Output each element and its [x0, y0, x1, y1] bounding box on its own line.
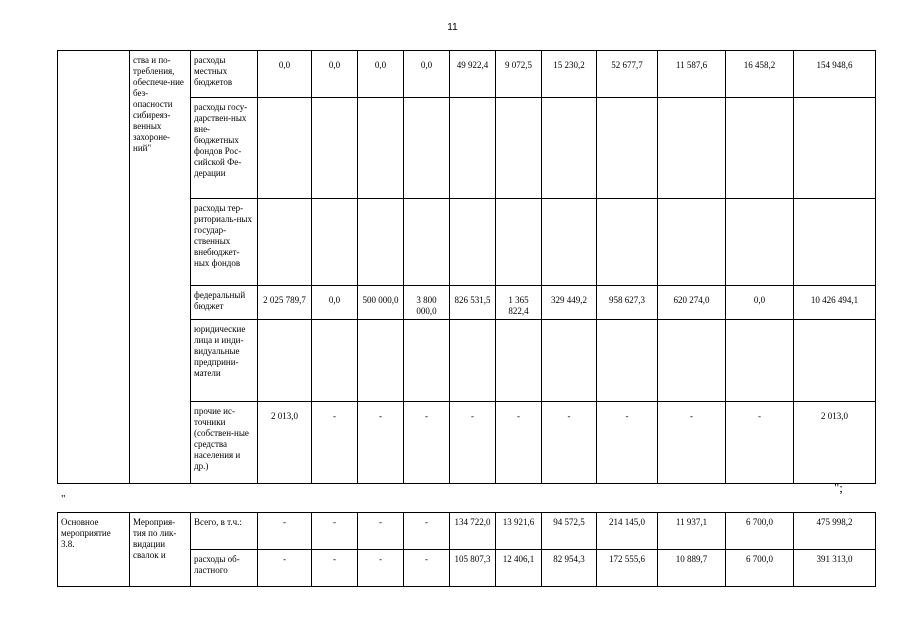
value-cell: 52 677,7 [597, 51, 658, 98]
value-cell [542, 98, 597, 199]
value-cell: - [358, 513, 404, 550]
value-cell [450, 98, 496, 199]
value-cell: 10 889,7 [658, 550, 726, 587]
value-cell: 0,0 [312, 51, 358, 98]
closing-quote: "; [834, 480, 843, 495]
value-cell: 0,0 [404, 51, 450, 98]
value-cell: 2 013,0 [794, 402, 876, 484]
value-cell [496, 320, 542, 402]
funding-source-cell: федеральный бюджет [191, 286, 258, 320]
value-cell: - [258, 550, 312, 587]
measure-cell: Основное мероприятие 3.8. [58, 513, 130, 587]
value-cell [658, 98, 726, 199]
value-cell [404, 98, 450, 199]
value-cell: - [658, 402, 726, 484]
measure-cell [58, 51, 130, 484]
value-cell [258, 98, 312, 199]
value-cell [358, 199, 404, 286]
value-cell: 391 313,0 [794, 550, 876, 587]
value-cell [358, 320, 404, 402]
value-cell [726, 199, 794, 286]
value-cell [404, 320, 450, 402]
value-cell [597, 320, 658, 402]
value-cell: 958 627,3 [597, 286, 658, 320]
value-cell: - [312, 550, 358, 587]
value-cell: 16 458,2 [726, 51, 794, 98]
funding-source-cell: расходы об-ластного [191, 550, 258, 587]
value-cell [794, 199, 876, 286]
value-cell: 82 954,3 [542, 550, 597, 587]
value-cell: 0,0 [358, 51, 404, 98]
value-cell [404, 199, 450, 286]
value-cell: 1 365 822,4 [496, 286, 542, 320]
funding-source-cell: Всего, в т.ч.: [191, 513, 258, 550]
value-cell [542, 199, 597, 286]
value-cell: 2 013,0 [258, 402, 312, 484]
value-cell: - [450, 402, 496, 484]
value-cell: - [258, 513, 312, 550]
value-cell: - [358, 402, 404, 484]
value-cell [794, 98, 876, 199]
value-cell: 12 406,1 [496, 550, 542, 587]
budget-table-measure-3-8 [57, 512, 876, 587]
value-cell [597, 199, 658, 286]
value-cell [450, 320, 496, 402]
table-row [58, 51, 876, 98]
page-number: 11 [447, 22, 458, 33]
value-cell: 9 072,5 [496, 51, 542, 98]
value-cell: - [404, 402, 450, 484]
value-cell: - [312, 513, 358, 550]
value-cell: 134 722,0 [450, 513, 496, 550]
value-cell: 3 800 000,0 [404, 286, 450, 320]
value-cell: 172 555,6 [597, 550, 658, 587]
value-cell: 6 700,0 [726, 550, 794, 587]
value-cell: 329 449,2 [542, 286, 597, 320]
value-cell: - [404, 550, 450, 587]
value-cell: - [597, 402, 658, 484]
funding-source-cell: расходы тер-риториаль-ных государ-ственных внебюджет-ных фондов [191, 199, 258, 286]
value-cell [358, 98, 404, 199]
value-cell: - [404, 513, 450, 550]
value-cell: 620 274,0 [658, 286, 726, 320]
value-cell: 105 807,3 [450, 550, 496, 587]
value-cell: 13 921,6 [496, 513, 542, 550]
value-cell [496, 199, 542, 286]
value-cell: - [726, 402, 794, 484]
funding-source-cell: расходы местных бюджетов [191, 51, 258, 98]
funding-source-cell: прочие ис-точники (собствен-ные средства населения и др.) [191, 402, 258, 484]
value-cell [496, 98, 542, 199]
value-cell: 500 000,0 [358, 286, 404, 320]
value-cell [658, 199, 726, 286]
budget-table-continuation [57, 50, 876, 484]
value-cell: 826 531,5 [450, 286, 496, 320]
value-cell: 15 230,2 [542, 51, 597, 98]
opening-quote: " [61, 493, 66, 505]
value-cell [726, 320, 794, 402]
value-cell: 475 998,2 [794, 513, 876, 550]
value-cell: 0,0 [258, 51, 312, 98]
value-cell: 2 025 789,7 [258, 286, 312, 320]
measure-description-cell: Мероприя-тия по лик-видации свалок и [130, 513, 191, 587]
value-cell [258, 199, 312, 286]
value-cell: - [542, 402, 597, 484]
value-cell: 6 700,0 [726, 513, 794, 550]
value-cell: - [358, 550, 404, 587]
value-cell [312, 320, 358, 402]
value-cell: 214 145,0 [597, 513, 658, 550]
value-cell [726, 98, 794, 199]
value-cell: 0,0 [726, 286, 794, 320]
value-cell: - [312, 402, 358, 484]
value-cell: 94 572,5 [542, 513, 597, 550]
value-cell [794, 320, 876, 402]
value-cell: 11 587,6 [658, 51, 726, 98]
value-cell: 49 922,4 [450, 51, 496, 98]
value-cell: 11 937,1 [658, 513, 726, 550]
value-cell: 154 948,6 [794, 51, 876, 98]
funding-source-cell: юридические лица и инди-видуальные предприни-матели [191, 320, 258, 402]
value-cell [312, 199, 358, 286]
value-cell [542, 320, 597, 402]
value-cell [658, 320, 726, 402]
value-cell: - [496, 402, 542, 484]
funding-source-cell: расходы госу-дарствен-ных вне-бюджетных фондов Рос-сийской Фе-дерации [191, 98, 258, 199]
value-cell [312, 98, 358, 199]
value-cell: 0,0 [312, 286, 358, 320]
value-cell [597, 98, 658, 199]
value-cell [258, 320, 312, 402]
value-cell [450, 199, 496, 286]
measure-description-cell: ства и по-требления, обеспече-ние без-опасности сибиреяз-венных захороне-ний" [130, 51, 191, 484]
value-cell: 10 426 494,1 [794, 286, 876, 320]
table-row [58, 513, 876, 550]
